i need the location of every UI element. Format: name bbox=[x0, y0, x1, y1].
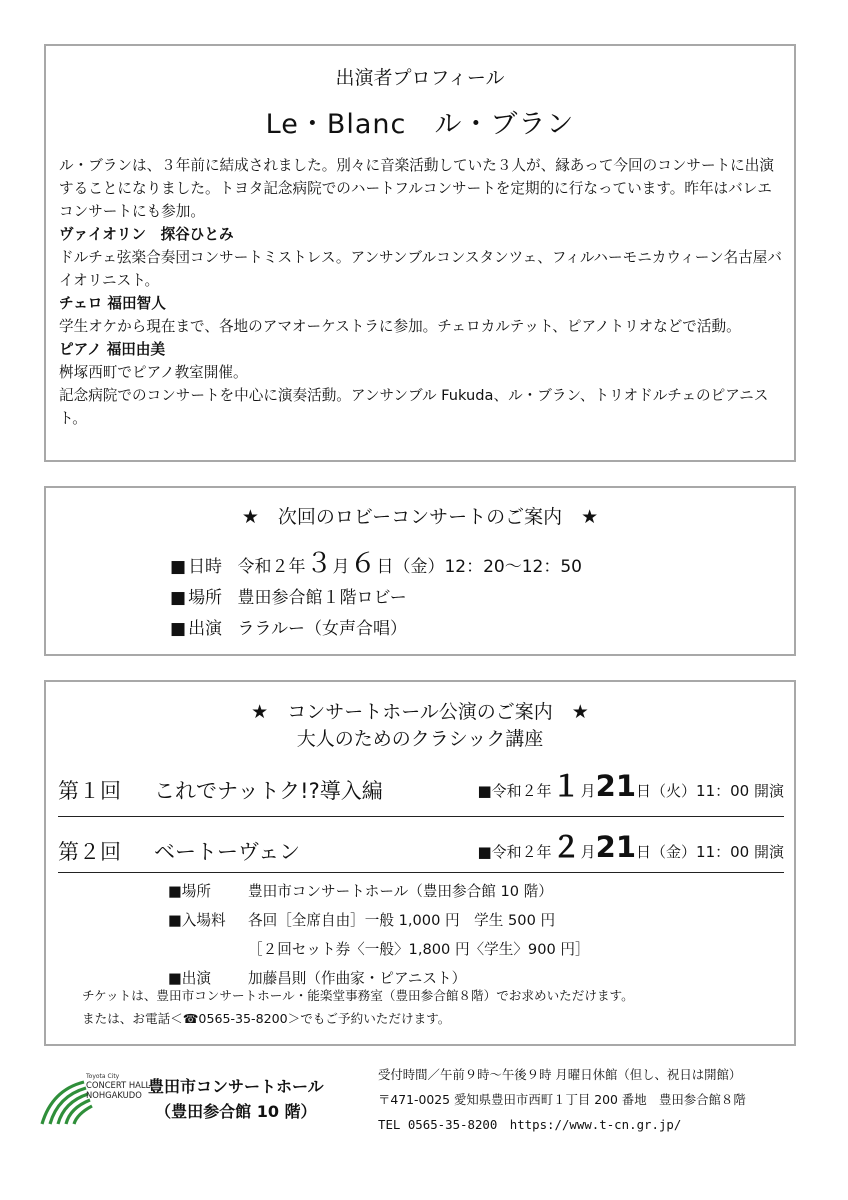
member-bio: 学生オケから現在まで、各地のアマオーケストラに参加。チェロカルテット、ピアノトリオなどで活動。 bbox=[59, 318, 741, 335]
session-month: １ bbox=[551, 769, 581, 803]
weekday-time: （金）12：20～12：50 bbox=[393, 557, 582, 577]
hall-place-row bbox=[168, 877, 590, 906]
ticket-note-line2: または、お電話＜☎0565-35-8200＞でもご予約いただけます。 bbox=[82, 1011, 451, 1026]
member-role: チェロ 福田智人 bbox=[59, 295, 166, 312]
session-day-unit: 日 bbox=[636, 843, 652, 861]
hall-concert-box bbox=[44, 680, 796, 1046]
member-role: ヴァイオリン 探谷ひとみ bbox=[59, 226, 234, 243]
date-label: 日時 bbox=[188, 557, 223, 577]
hall-info bbox=[168, 877, 590, 993]
place-value: 豊田参合館１階ロビー bbox=[237, 588, 407, 608]
session-day-unit: 日 bbox=[636, 782, 652, 800]
logo-text-2: NOHGAKUDO bbox=[86, 1090, 142, 1100]
session-day: 21 bbox=[595, 830, 637, 864]
divider bbox=[58, 872, 784, 873]
next-concert-performer-row bbox=[170, 614, 582, 645]
session-day: 21 bbox=[595, 769, 637, 803]
session-weekday-time: （火）11：00 開演 bbox=[651, 782, 784, 800]
hall-contact-info bbox=[378, 1062, 746, 1137]
session-era: ■令和２年 bbox=[477, 843, 552, 861]
fee-value: 各回［全席自由］一般 1,000 円 学生 500 円 bbox=[248, 912, 556, 929]
place-label: 場所 bbox=[188, 588, 223, 608]
ticket-note bbox=[82, 984, 634, 1030]
month-unit: 月 bbox=[332, 557, 350, 577]
member-bio: ドルチェ弦楽合奏団コンサートミストレス。アンサンブルコンスタンツェ、フィルハーモニカウィーン名古屋バイオリニスト。 bbox=[59, 249, 782, 289]
fee-set-value: ［２回セット券〈一般〉1,800 円〈学生〉900 円］ bbox=[248, 941, 590, 958]
place-label: ■場所 bbox=[168, 883, 211, 900]
session-title: これでナットク!?導入編 bbox=[154, 779, 383, 803]
next-concert-place-row bbox=[170, 583, 582, 614]
date-prefix: 令和２年 bbox=[237, 557, 306, 577]
session-month: ２ bbox=[551, 830, 581, 864]
divider bbox=[58, 816, 784, 817]
ticket-note-line1: チケットは、豊田市コンサートホール・能楽堂事務室（豊田参合館８階）でお求めいただけます。 bbox=[82, 988, 634, 1003]
next-concert-date-row bbox=[170, 548, 582, 583]
day-unit: 日 bbox=[376, 557, 394, 577]
profile-body bbox=[59, 154, 782, 430]
session-weekday-time: （金）11：00 開演 bbox=[651, 843, 784, 861]
logo-text-1: CONCERT HALL bbox=[86, 1080, 151, 1090]
date-month: ３ bbox=[305, 548, 333, 579]
business-hours: 受付時間／午前９時～午後９時 月曜日休館（但し、祝日は開館） bbox=[378, 1067, 742, 1082]
member-role: ピアノ 福田由美 bbox=[59, 341, 166, 358]
session-row bbox=[58, 761, 784, 805]
hall-title-line1: ★ コンサートホール公演のご案内 ★ bbox=[251, 701, 589, 723]
place-value: 豊田市コンサートホール（豊田参合館 10 階） bbox=[248, 883, 553, 900]
session-month-unit: 月 bbox=[580, 843, 596, 861]
session-date bbox=[477, 764, 784, 805]
session-date bbox=[477, 825, 784, 866]
hall-fee-row-2 bbox=[168, 935, 590, 964]
session-title: ベートーヴェン bbox=[154, 840, 301, 864]
next-concert-title: ★ 次回のロビーコンサートのご案内 ★ bbox=[241, 506, 599, 528]
session-month-unit: 月 bbox=[580, 782, 596, 800]
hall-title-line2: 大人のためのクラシック講座 bbox=[296, 728, 544, 750]
session-era: ■令和２年 bbox=[477, 782, 552, 800]
logo-small-text: Toyota City bbox=[86, 1073, 120, 1080]
next-concert-details bbox=[170, 548, 582, 645]
hall-title bbox=[46, 699, 794, 753]
address: 〒471-0025 愛知県豊田市西町１丁目 200 番地 豊田参合館８階 bbox=[378, 1092, 746, 1107]
hall-name bbox=[148, 1074, 324, 1124]
fee-label: ■入場料 bbox=[168, 912, 226, 929]
performer-label: 出演 bbox=[188, 619, 223, 639]
bullet-square-icon: ■ bbox=[170, 588, 187, 608]
phone-and-url: TEL 0565-35-8200 https://www.t-cn.gr.jp/ bbox=[378, 1117, 682, 1132]
profile-intro: ル・ブランは、３年前に結成されました。別々に音楽活動していた３人が、縁あって今回のコンサートに出演することになりました。トヨタ記念病院でのハートフルコンサートを定期的に行なっています。昨年はバレエコンサートにも参加。 bbox=[59, 157, 774, 220]
logo-arcs-icon bbox=[40, 1068, 151, 1126]
hall-fee-row bbox=[168, 906, 590, 935]
performer-label: ■出演 bbox=[168, 970, 211, 987]
session-row bbox=[58, 822, 784, 866]
hall-name-line2: （豊田参合館 10 階） bbox=[155, 1102, 317, 1121]
concert-hall-logo bbox=[40, 1068, 151, 1126]
session-number: 第１回 bbox=[58, 779, 121, 803]
session-number: 第２回 bbox=[58, 840, 121, 864]
next-concert-box bbox=[44, 486, 796, 656]
profile-heading: 出演者プロフィール bbox=[335, 67, 505, 89]
member-bio: 記念病院でのコンサートを中心に演奏活動。アンサンブル Fukuda、ル・ブラン、トリオドルチェのピアニスト。 bbox=[59, 387, 769, 427]
bullet-square-icon: ■ bbox=[170, 619, 187, 639]
profile-box bbox=[44, 44, 796, 462]
member-bio: 桝塚西町でピアノ教室開催。 bbox=[59, 364, 248, 381]
bullet-square-icon: ■ bbox=[170, 557, 187, 577]
hall-name-line1: 豊田市コンサートホール bbox=[148, 1077, 324, 1096]
performer-value: ララルー（女声合唱） bbox=[237, 619, 407, 639]
performer-value: 加藤昌則（作曲家・ピアニスト） bbox=[248, 970, 467, 987]
group-name: Le・Blanc ル・ブラン bbox=[265, 109, 575, 140]
date-day: ６ bbox=[349, 548, 377, 579]
